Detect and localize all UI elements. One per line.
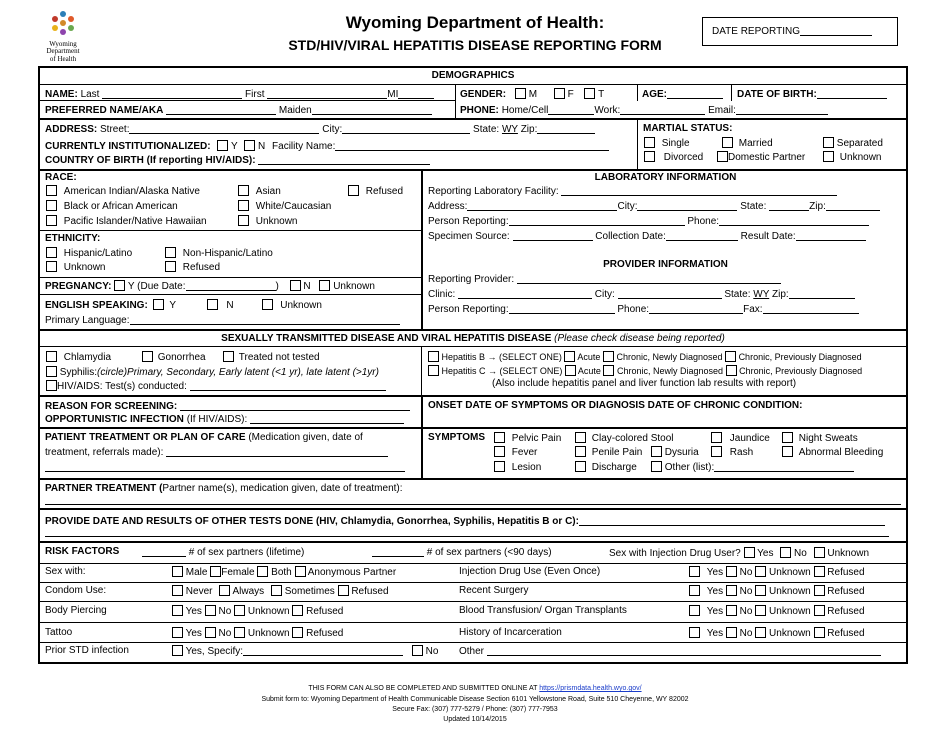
gender-f-checkbox[interactable] <box>554 88 565 99</box>
std-gonorrhea[interactable]: Gonorrhea <box>142 351 206 363</box>
provider-reporting-row: Reporting Provider: <box>428 274 781 285</box>
due-date-field[interactable] <box>186 281 276 291</box>
reason-row: REASON FOR SCREENING: <box>45 401 410 412</box>
piercing-refused[interactable] <box>292 605 303 616</box>
transfusion-yes[interactable] <box>689 605 700 616</box>
english-y-checkbox[interactable] <box>153 299 164 310</box>
idu-yes[interactable] <box>689 566 700 577</box>
other-tests-row: PROVIDE DATE AND RESULTS OF OTHER TESTS DONE (HIV, Chlamydia, Gonorrhea, Syphilis, Hepatitis B or C): <box>45 516 885 527</box>
prior-std-label: Prior STD infection <box>45 645 129 656</box>
lab-specimen-row: Specimen Source: Collection Date: Result Date: <box>428 231 866 242</box>
lab-city-field[interactable] <box>637 201 737 211</box>
piercing-unknown[interactable] <box>234 605 245 616</box>
form-title: Wyoming Department of Health: <box>345 13 605 32</box>
idu-no[interactable] <box>726 566 737 577</box>
gender-m-checkbox[interactable] <box>515 88 526 99</box>
hep-b-row: Hepatitis B → (SELECT ONE) Acute Chronic, Newly Diagnosed Chronic, Previously Diagnosed <box>428 351 862 362</box>
hiv-tests-field[interactable] <box>190 381 386 391</box>
incarceration-yes[interactable] <box>689 627 700 638</box>
partners-90: # of sex partners (<90 days) <box>372 547 552 558</box>
footer-submit: Submit form to: Wyoming Department of Health Communicable Disease Section 6101 Yellowstone Road, Suite 510 Cheyenne, WY 82002 <box>261 696 689 703</box>
surgery-label: Recent Surgery <box>459 585 529 596</box>
other-risk-row: Other <box>459 646 881 657</box>
preferred-name-field[interactable] <box>166 105 276 115</box>
symptom-lesion[interactable]: Lesion <box>494 461 541 473</box>
race-refused[interactable]: Refused <box>348 185 403 197</box>
transfusion-no[interactable] <box>726 605 737 616</box>
surgery-unknown[interactable] <box>755 585 766 596</box>
piercing-label: Body Piercing <box>45 605 107 616</box>
tattoo-no[interactable] <box>205 627 216 638</box>
lab-address-row: Address: City: State: Zip: <box>428 201 880 212</box>
provider-person-row: Person Reporting: Phone: Fax: <box>428 304 859 315</box>
partner-line[interactable] <box>45 495 901 506</box>
country-field[interactable] <box>258 155 430 165</box>
condom-label: Condom Use: <box>45 585 107 596</box>
tattoo-yes[interactable] <box>172 627 183 638</box>
treatment-line[interactable] <box>45 462 405 473</box>
footer-link[interactable]: https://prismdata.health.wyo.gov/ <box>539 685 642 692</box>
symptom-abnormal-bleeding[interactable]: Abnormal Bleeding <box>782 446 883 458</box>
condom-never[interactable] <box>172 585 183 596</box>
hep-b-chronic-new-checkbox[interactable] <box>603 351 614 362</box>
lab-heading: LABORATORY INFORMATION <box>594 172 737 183</box>
symptom-fever[interactable]: Fever <box>494 446 537 458</box>
onset-label: ONSET DATE OF SYMPTOMS OR DIAGNOSIS DATE OF CHRONIC CONDITION: <box>428 400 803 411</box>
pregnancy-y-checkbox[interactable] <box>114 280 125 291</box>
gender-row: GENDER: M F T <box>460 89 605 100</box>
lab-facility-row: Reporting Laboratory Facility: <box>428 186 837 197</box>
prior-std-options: Yes, Specify: No <box>172 645 438 657</box>
institutionalized-y-checkbox[interactable] <box>217 140 228 151</box>
hep-c-acute-checkbox[interactable] <box>565 365 576 376</box>
std-heading: SEXUALLY TRANSMITTED DISEASE AND VIRAL HEPATITIS DISEASE (Please check disease being reported) <box>221 333 725 344</box>
reason-field[interactable] <box>180 401 410 411</box>
idu-partner-yes[interactable] <box>744 547 755 558</box>
incarceration-no[interactable] <box>726 627 737 638</box>
first-name-field[interactable] <box>267 89 387 99</box>
specimen-field[interactable] <box>513 231 593 241</box>
marital-label: MARTIAL STATUS: <box>643 123 733 134</box>
email-field[interactable] <box>736 105 828 115</box>
other-tests-line[interactable] <box>45 527 889 538</box>
symptom-pelvic-pain[interactable]: Pelvic Pain <box>494 432 561 444</box>
lab-person-row: Person Reporting: Phone: <box>428 216 869 227</box>
home-phone-field[interactable] <box>548 105 594 115</box>
idu-label: Injection Drug Use (Even Once) <box>459 566 601 577</box>
symptom-penile-pain[interactable]: Penile Pain <box>575 446 642 458</box>
symptom-night-sweats[interactable]: Night Sweats <box>782 432 858 444</box>
race-pacific[interactable]: Pacific Islander/Native Hawaiian <box>46 215 207 227</box>
lab-phone-field[interactable] <box>719 216 869 226</box>
marital-single[interactable]: Single <box>644 137 690 149</box>
sex-with-both[interactable] <box>257 566 268 577</box>
transfusion-unknown[interactable] <box>755 605 766 616</box>
idu-partner-no[interactable] <box>780 547 791 558</box>
address-row: ADDRESS: Street: City: State: WY Zip: <box>45 124 595 135</box>
pregnancy-unknown-checkbox[interactable] <box>319 280 330 291</box>
treatment-row: PATIENT TREATMENT OR PLAN OF CARE (Medication given, date of <box>45 432 363 443</box>
other-risk-field[interactable] <box>487 646 881 656</box>
sex-with-female[interactable] <box>210 566 221 577</box>
piercing-no[interactable] <box>205 605 216 616</box>
treatment-field[interactable] <box>166 447 388 457</box>
mi-field[interactable] <box>398 89 434 99</box>
hep-b-chronic-prev-checkbox[interactable] <box>725 351 736 362</box>
transfusion-refused[interactable] <box>814 605 825 616</box>
incarceration-unknown[interactable] <box>755 627 766 638</box>
symptom-dysuria[interactable]: Dysuria <box>651 446 699 458</box>
date-reporting-box[interactable]: DATE REPORTING <box>702 17 898 46</box>
incarceration-label: History of Incarceration <box>459 627 562 638</box>
name-row: NAME: Last First MI <box>45 89 434 100</box>
piercing-yes[interactable] <box>172 605 183 616</box>
city-field[interactable] <box>342 124 470 134</box>
result-date-field[interactable] <box>796 231 866 241</box>
country-row: COUNTRY OF BIRTH (If reporting HIV/AIDS): <box>45 155 430 166</box>
sex-with-options: Male Female Both Anonymous Partner <box>172 566 396 578</box>
hep-b-acute-checkbox[interactable] <box>564 351 575 362</box>
prior-std-yes[interactable] <box>172 645 183 656</box>
tattoo-unknown[interactable] <box>234 627 245 638</box>
provider-city-field[interactable] <box>618 289 722 299</box>
lab-state-field[interactable] <box>769 201 809 211</box>
provider-phone-field[interactable] <box>649 304 743 314</box>
primary-language-field[interactable] <box>130 315 400 325</box>
tattoo-label: Tattoo <box>45 627 73 638</box>
footer-fax: Secure Fax: (307) 777-5279 / Phone: (307) 777-7953 <box>392 706 558 713</box>
english-unknown-checkbox[interactable] <box>262 299 273 310</box>
race-label: RACE: <box>45 172 77 183</box>
prior-std-no[interactable] <box>412 645 423 656</box>
surgery-refused[interactable] <box>814 585 825 596</box>
age-row: AGE: <box>642 89 723 100</box>
lab-facility-field[interactable] <box>561 186 837 196</box>
ethnicity-unknown[interactable]: Unknown <box>46 261 105 273</box>
work-phone-field[interactable] <box>620 105 705 115</box>
race-aian[interactable]: American Indian/Alaska Native <box>46 185 200 197</box>
footer-updated: Updated 10/14/2015 <box>443 716 507 723</box>
transfusion-label: Blood Transfusion/ Organ Transplants <box>459 605 627 616</box>
idu-refused[interactable] <box>814 566 825 577</box>
hep-c-chronic-prev-checkbox[interactable] <box>726 365 737 376</box>
symptoms-label: SYMPTOMS <box>428 432 486 443</box>
marital-domestic[interactable]: Domestic Partner <box>717 151 805 163</box>
std-treated[interactable]: Treated not tested <box>223 351 320 363</box>
tattoo-refused[interactable] <box>292 627 303 638</box>
condom-options: Never Always Sometimes Refused <box>172 585 389 597</box>
transfusion-options: Yes No Unknown Refused <box>689 605 865 617</box>
dob-row: DATE OF BIRTH: <box>737 89 887 100</box>
ethnicity-label: ETHNICITY: <box>45 233 101 244</box>
symptom-clay-stool[interactable]: Clay-colored Stool <box>575 432 674 444</box>
marital-separated[interactable]: Separated <box>823 137 883 149</box>
english-n-checkbox[interactable] <box>207 299 218 310</box>
lab-zip-field[interactable] <box>826 201 880 211</box>
symptom-discharge[interactable]: Discharge <box>575 461 637 473</box>
sex-with-anon[interactable] <box>295 566 306 577</box>
race-black[interactable]: Black or African American <box>46 200 178 212</box>
hep-c-chronic-new-checkbox[interactable] <box>603 365 614 376</box>
clinic-field[interactable] <box>458 289 592 299</box>
logo-text: Wyoming Department of Health <box>46 40 80 63</box>
lab-person-field[interactable] <box>509 216 685 226</box>
provider-heading: PROVIDER INFORMATION <box>603 259 728 270</box>
provider-clinic-row: Clinic: City: State: WY Zip: <box>428 289 855 300</box>
idu-partner-row: Sex with Injection Drug User? Yes No Unknown <box>609 548 870 559</box>
treatment-row-2: treatment, referrals made): <box>45 447 388 458</box>
std-chlamydia[interactable]: Chlamydia <box>46 351 111 363</box>
partners-90-field[interactable] <box>372 547 424 557</box>
piercing-options: Yes No Unknown Refused <box>172 605 343 617</box>
ethnicity-refused[interactable]: Refused <box>165 261 220 273</box>
sex-with-label: Sex with: <box>45 566 86 577</box>
idu-options: Yes No Unknown Refused <box>689 566 865 578</box>
condom-sometimes[interactable] <box>271 585 282 596</box>
sex-with-male[interactable] <box>172 566 183 577</box>
provider-fax-field[interactable] <box>763 304 859 314</box>
std-hiv[interactable]: HIV/AIDS: Test(s) conducted: <box>46 380 386 392</box>
institutionalized-n-checkbox[interactable] <box>244 140 255 151</box>
condom-always[interactable] <box>219 585 230 596</box>
hep-c-row: Hepatitis C → (SELECT ONE) Acute Chronic, Newly Diagnosed Chronic, Previously Diagnosed <box>428 365 862 376</box>
dob-field[interactable] <box>817 89 887 99</box>
partners-lifetime: # of sex partners (lifetime) <box>142 547 304 558</box>
opportunistic-row: OPPORTUNISTIC INFECTION (If HIV/AIDS): <box>45 414 404 425</box>
hepatitis-note: (Also include hepatitis panel and liver function lab results with report) <box>492 378 797 389</box>
idu-unknown[interactable] <box>755 566 766 577</box>
surgery-yes[interactable] <box>689 585 700 596</box>
collection-date-field[interactable] <box>666 231 738 241</box>
hep-b-checkbox[interactable] <box>428 351 439 362</box>
institution-row: CURRENTLY INSTITUTIONALIZED: Y N Facility Name: <box>45 140 609 152</box>
footer-online: THIS FORM CAN ALSO BE COMPLETED AND SUBMITTED ONLINE AT https://prismdata.health.wyo.gov/ <box>308 685 642 692</box>
provider-zip-field[interactable] <box>789 289 855 299</box>
surgery-options: Yes No Unknown Refused <box>689 585 865 597</box>
partners-lifetime-field[interactable] <box>142 547 186 557</box>
prior-std-specify-field[interactable] <box>243 646 403 656</box>
lab-address-field[interactable] <box>467 201 617 211</box>
symptom-other[interactable]: Other (list): <box>651 461 854 473</box>
incarceration-options: Yes No Unknown Refused <box>689 627 865 639</box>
street-field[interactable] <box>129 124 319 134</box>
incarceration-refused[interactable] <box>814 627 825 638</box>
last-name-field[interactable] <box>102 89 242 99</box>
provider-person-field[interactable] <box>509 304 615 314</box>
race-asian[interactable]: Asian <box>238 185 281 197</box>
idu-partner-unknown[interactable] <box>814 547 825 558</box>
demographics-heading: DEMOGRAPHICS <box>431 70 515 81</box>
race-unknown[interactable]: Unknown <box>238 215 297 227</box>
marital-unknown[interactable]: Unknown <box>823 151 881 163</box>
reporting-provider-field[interactable] <box>517 274 781 284</box>
ethnicity-hispanic[interactable]: Hispanic/Latino <box>46 247 132 259</box>
other-tests-field[interactable] <box>579 516 885 526</box>
marital-divorced[interactable]: Divorced <box>644 151 703 163</box>
symptom-jaundice[interactable]: Jaundice <box>711 432 770 444</box>
ethnicity-non-hispanic[interactable]: Non-Hispanic/Latino <box>165 247 273 259</box>
pregnancy-n-checkbox[interactable] <box>290 280 301 291</box>
pregnancy-row: PREGNANCY: Y (Due Date: ) N Unknown <box>45 281 375 292</box>
maiden-name-field[interactable] <box>312 105 432 115</box>
tattoo-options: Yes No Unknown Refused <box>172 627 343 639</box>
hep-c-checkbox[interactable] <box>428 365 439 376</box>
zip-field[interactable] <box>537 124 595 134</box>
std-syphilis[interactable]: Syphilis:(circle)Primary, Secondary, Early latent (<1 yr), late latent (>1yr) <box>46 366 379 378</box>
phone-row: PHONE: Home/Cell Work: Email: <box>460 105 828 116</box>
age-field[interactable] <box>667 89 723 99</box>
marital-married[interactable]: Married <box>722 137 773 149</box>
surgery-no[interactable] <box>726 585 737 596</box>
risk-label: RISK FACTORS <box>45 546 120 557</box>
symptom-rash[interactable]: Rash <box>711 446 753 458</box>
condom-refused[interactable] <box>338 585 349 596</box>
facility-field[interactable] <box>335 141 609 151</box>
opportunistic-field[interactable] <box>250 414 404 424</box>
form-subtitle: STD/HIV/VIRAL HEPATITIS DISEASE REPORTING FORM <box>288 37 662 53</box>
primary-language-row: Primary Language: <box>45 315 400 326</box>
gender-t-checkbox[interactable] <box>584 88 595 99</box>
partner-row: PARTNER TREATMENT (Partner name(s), medication given, date of treatment): <box>45 483 403 494</box>
english-row: ENGLISH SPEAKING: Y N Unknown <box>45 300 322 311</box>
race-white[interactable]: White/Caucasian <box>238 200 331 212</box>
preferred-row: PREFERRED NAME/AKA Maiden <box>45 105 432 116</box>
